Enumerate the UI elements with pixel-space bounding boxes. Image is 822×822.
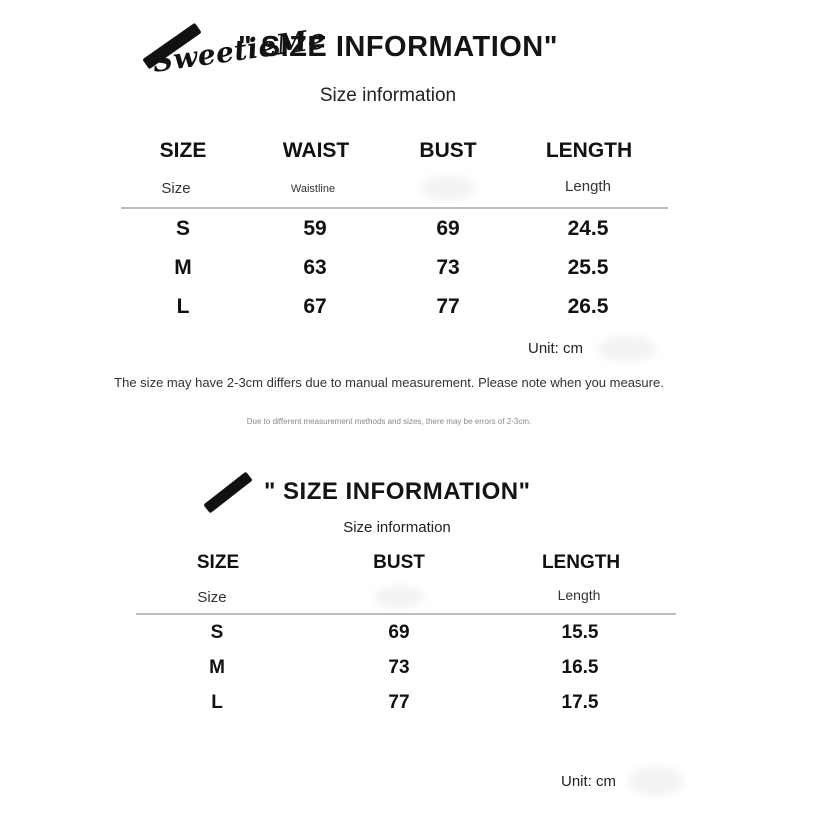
- s1-subheader-size: Size: [161, 180, 191, 197]
- s1-small-note: Due to different measurement methods and sizes, there may be errors of 2-3cm.: [246, 417, 532, 426]
- s1-header-divider: [121, 207, 668, 209]
- s2-header-divider: [136, 613, 676, 615]
- section2-slash-icon: [203, 472, 252, 514]
- s1-unit-smudge: [598, 336, 656, 362]
- s1-cell: 25.5: [567, 256, 609, 279]
- s1-faded-bust-label: [420, 176, 476, 200]
- s1-header-size: SIZE: [159, 139, 207, 162]
- s1-cell: 77: [436, 295, 460, 318]
- s1-measurement-note: The size may have 2-3cm differs due to manual measurement. Please note when you measure.: [114, 375, 664, 390]
- s1-cell: M: [174, 256, 192, 279]
- s2-unit-smudge: [628, 766, 684, 796]
- s2-cell: 69: [388, 622, 410, 643]
- s1-header-waist: WAIST: [282, 139, 350, 162]
- section1-subtitle: Size information: [319, 85, 457, 106]
- s2-header-size: SIZE: [196, 552, 240, 573]
- s2-cell: 77: [388, 692, 410, 713]
- s2-cell: 73: [388, 657, 410, 678]
- s2-cell: 17.5: [561, 692, 599, 713]
- s1-cell: L: [176, 295, 190, 318]
- s2-faded-bust-label: [374, 586, 424, 608]
- logo-text: SweetieMe: [150, 22, 329, 79]
- s1-subheader-length: Length: [565, 178, 611, 195]
- s2-cell: 15.5: [561, 622, 599, 643]
- s2-subheader-length: Length: [557, 587, 601, 603]
- s2-cell: S: [210, 622, 224, 643]
- s2-header-length: LENGTH: [541, 552, 621, 573]
- section1-title: " SIZE INFORMATION": [238, 31, 559, 63]
- s2-cell: L: [211, 692, 223, 713]
- s1-cell: 26.5: [567, 295, 609, 318]
- s1-cell: 67: [303, 295, 327, 318]
- s2-cell: 16.5: [561, 657, 599, 678]
- s2-subheader-size: Size: [197, 589, 227, 606]
- s1-header-bust: BUST: [419, 139, 477, 162]
- s2-header-bust: BUST: [373, 552, 425, 573]
- s2-unit-label: Unit: cm: [561, 773, 617, 790]
- s1-cell: 59: [303, 217, 327, 240]
- s1-unit-label: Unit: cm: [528, 340, 584, 357]
- s1-header-length: LENGTH: [545, 139, 633, 162]
- section2-title: " SIZE INFORMATION": [264, 478, 531, 505]
- s1-cell: 24.5: [567, 217, 609, 240]
- s1-subheader-waist: Waistline: [290, 183, 336, 195]
- s1-cell: S: [175, 217, 191, 240]
- s2-cell: M: [209, 657, 225, 678]
- s1-cell: 63: [303, 256, 327, 279]
- s1-cell: 69: [436, 217, 460, 240]
- section2-subtitle: Size information: [343, 519, 451, 536]
- s1-cell: 73: [436, 256, 460, 279]
